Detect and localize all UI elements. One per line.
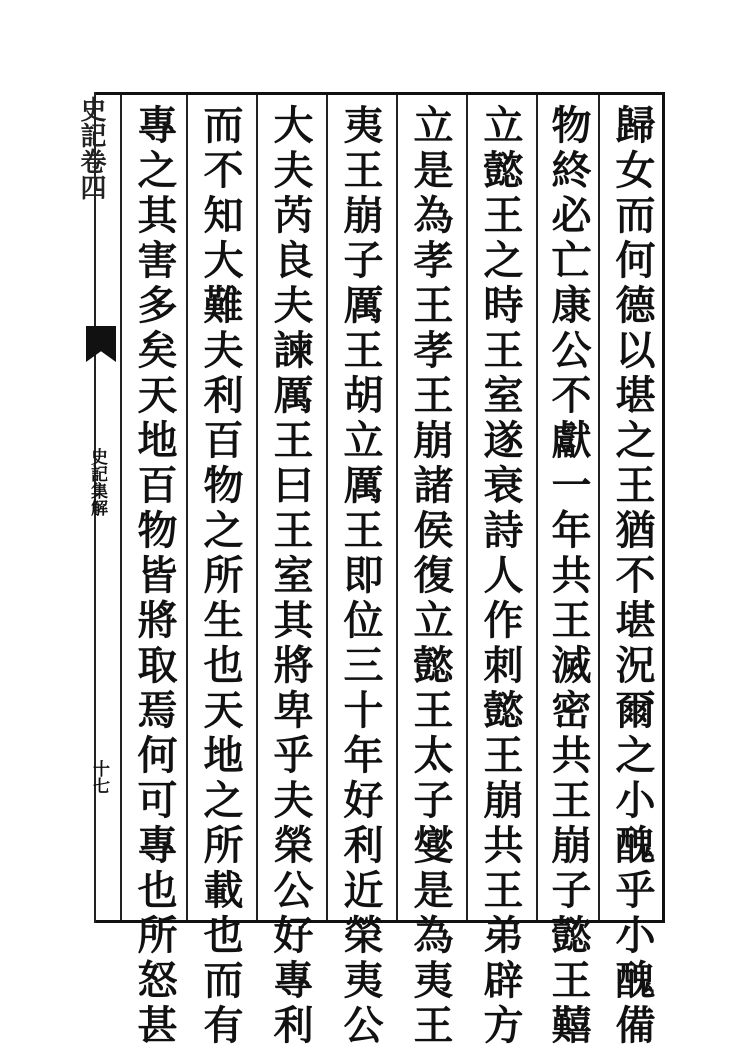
text-column-2: 物終必亡康公不獻一年共王滅密共王崩子懿王囏 <box>545 104 592 1049</box>
column-rule <box>186 95 188 920</box>
column-rule <box>256 95 258 920</box>
column-rule <box>598 95 600 920</box>
column-rule <box>396 95 398 920</box>
column-rule <box>466 95 468 920</box>
column-rule <box>326 95 328 920</box>
margin-book-line: 史記 <box>87 448 107 482</box>
margin-book-title <box>88 448 106 516</box>
text-column-8: 專之其害多矣天地百物皆將取焉何可專也所怒甚 <box>131 104 178 1049</box>
frame-right-line <box>662 92 665 923</box>
text-column-7: 而不知大難夫利百物之所生也天地之所載也而有 <box>197 104 244 1049</box>
text-column-6: 大夫芮良夫諫厲王曰王室其將卑乎夫榮公好專利 <box>267 104 314 1049</box>
column-rule <box>536 95 538 920</box>
frame-top-line <box>96 92 664 95</box>
margin-book-line: 集解 <box>87 482 107 516</box>
text-column-3: 立懿王之時王室遂衰詩人作刺懿王崩共王弟辟方 <box>477 104 524 1049</box>
text-column-4: 立是為孝王孝王崩諸侯復立懿王太子燮是為夷王 <box>407 104 454 1049</box>
page-number: 十七 <box>89 760 109 794</box>
text-column-1: 歸女而何德以堪之王猶不堪況爾之小醜乎小醜備 <box>609 104 656 1049</box>
column-rule <box>120 95 122 920</box>
text-column-5: 夷王崩子厲王胡立厲王即位三十年好利近榮夷公 <box>337 104 384 1049</box>
margin-title: 史記卷四 <box>76 96 106 200</box>
fishtail-mark <box>86 326 116 362</box>
